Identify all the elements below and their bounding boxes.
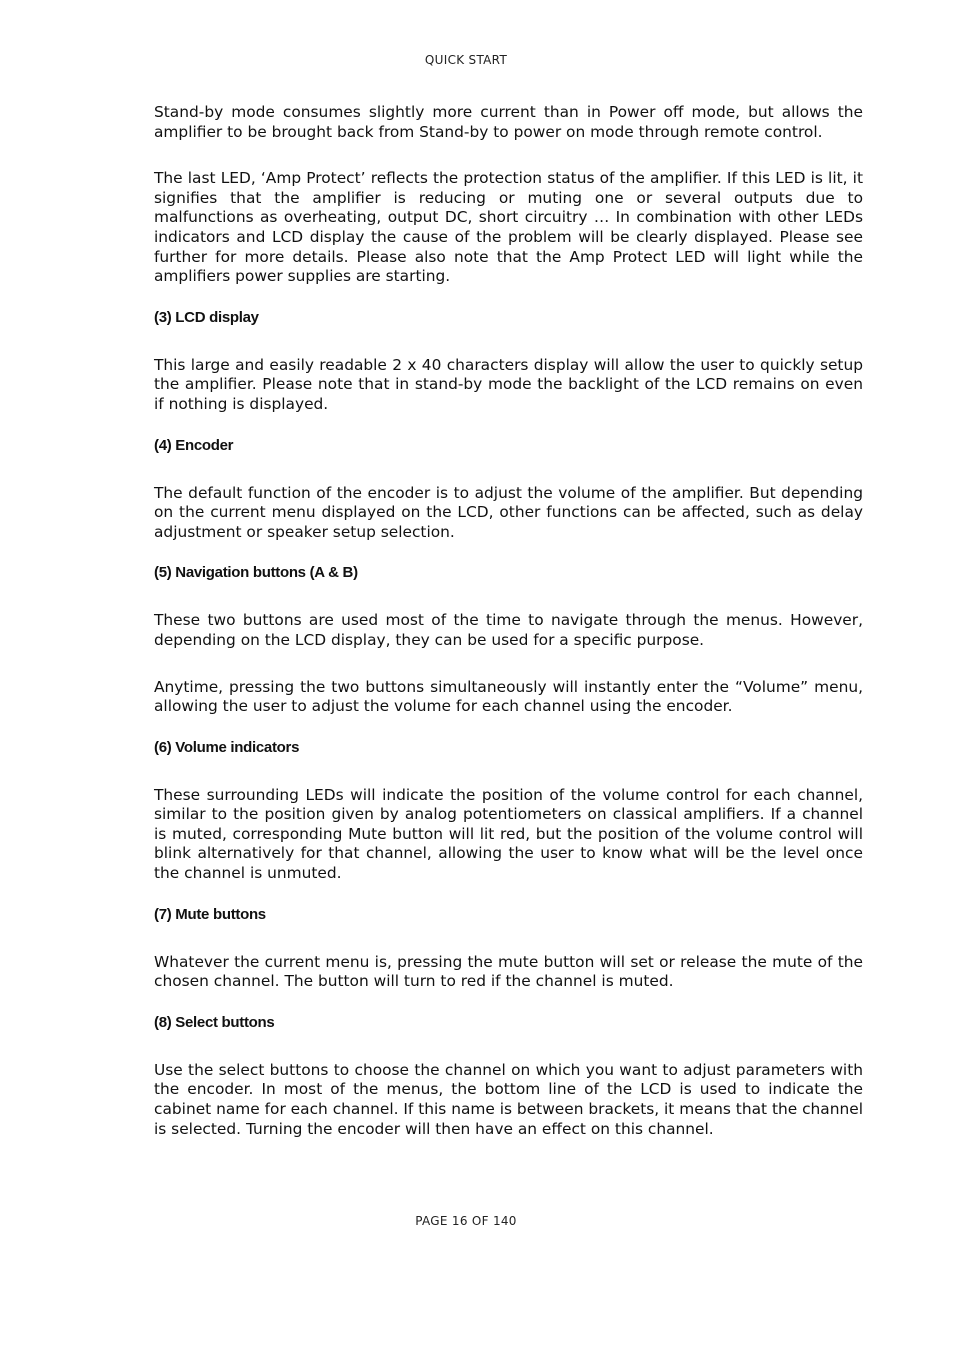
heading-select-buttons: (8) Select buttons	[154, 1013, 275, 1031]
heading-volume-indicators: (6) Volume indicators	[154, 738, 300, 756]
page-number: PAGE 16 OF 140	[415, 1214, 517, 1228]
paragraph-standby: Stand-by mode consumes slightly more current than in Power off mode, but allows the amplifier to be brought back from Stand-by to power on mode through remote control.	[154, 103, 863, 141]
paragraph-navigation-2: Anytime, pressing the two buttons simultaneously will instantly enter the “Volume” menu, allowing the user to adjust the volume for each channel using the encoder.	[154, 677, 863, 716]
paragraph-volume-indicators: These surrounding LEDs will indicate the position of the volume control for each channel, similar to the position given by analog potentiometers on classical amplifiers. If a channel is muted, corresponding Mute button will lit red, but the position of the volume control will blink alternatively for that channel, allowing the user to know what will be the level once the channel is unmuted.	[154, 785, 863, 883]
heading-mute-buttons: (7) Mute buttons	[154, 905, 266, 923]
paragraph-mute-buttons: Whatever the current menu is, pressing the mute button will set or release the mute of the chosen channel. The button will turn to red if the channel is muted.	[154, 952, 863, 991]
page-body	[154, 103, 863, 1139]
heading-navigation-buttons: (5) Navigation buttons (A & B)	[154, 564, 358, 582]
heading-lcd-display: (3) LCD display	[154, 308, 259, 326]
paragraph-amp-protect: The last LED, ‘Amp Protect’ reflects the protection status of the amplifier. If this LED is lit, it signifies that the amplifier is reducing or muting one or several outputs due to malfunctions as overheating, output DC, short circuitry … In combination with other LEDs indicators and LCD display the cause of the problem will be clearly displayed. Please see further for more details. Please also note that the Amp Protect LED will light while the amplifiers power supplies are starting.	[154, 169, 863, 286]
paragraph-select-buttons: Use the select buttons to choose the channel on which you want to adjust parameters with the encoder. In most of the menus, the bottom line of the LCD is used to indicate the cabinet name for each channel. If this name is between brackets, it means that the channel is selected. Turning the encoder will then have an effect on this channel.	[154, 1060, 863, 1138]
running-header: QUICK START	[424, 53, 508, 67]
paragraph-navigation-1: These two buttons are used most of the time to navigate through the menus. However, depending on the LCD display, they can be used for a specific purpose.	[154, 611, 863, 649]
paragraph-encoder: The default function of the encoder is to adjust the volume of the amplifier. But depending on the current menu displayed on the LCD, other functions can be affected, such as delay adjustment or speaker setup selection.	[154, 483, 863, 541]
heading-encoder: (4) Encoder	[154, 436, 234, 454]
paragraph-lcd-display: This large and easily readable 2 x 40 characters display will allow the user to quickly setup the amplifier. Please note that in stand-by mode the backlight of the LCD remains on even if nothing is displayed.	[154, 355, 863, 413]
